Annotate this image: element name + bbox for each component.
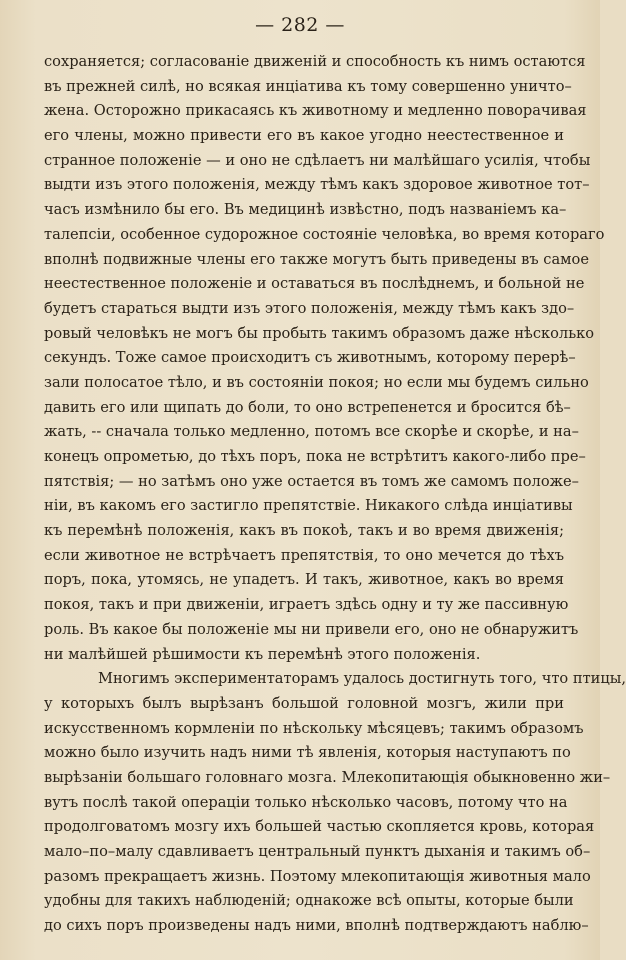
text-line: сохраняется; согласованіе движеній и способность къ нимъ остаются [44,53,586,70]
text-line: неестественное положеніе и оставаться въ послѣднемъ, и больной не [44,275,585,293]
text-line: Многимъ экспериментаторамъ удалось достигнуть того, что птицы, [98,670,626,688]
text-line: жать, -- сначала только медленно, потомъ все скорѣе и скорѣе, и на– [44,423,579,441]
text-line: давить его или щипать до боли, то оно встрепенется и бросится бѣ– [44,398,571,416]
paragraph-2 [44,667,626,939]
text-line: ніи, въ какомъ его застигло препятствіе. Никакого слѣда инціативы [44,497,573,515]
text-line: конецъ опрометью, до тѣхъ поръ, пока не встрѣтитъ какого-либо пре– [44,448,586,465]
text-line: удобны для такихъ наблюденій; однакоже всѣ опыты, которые были [44,892,574,910]
text-line: секундъ. Тоже самое происходитъ съ животнымъ, которому перерѣ– [44,349,576,367]
text-line: покоя, такъ и при движеніи, играетъ здѣсь одну и ту же пассивную [44,596,569,614]
text-line: искусственномъ кормленіи по нѣскольку мѣсяцевъ; такимъ образомъ [44,719,584,737]
paragraph-1 [44,50,605,667]
text-line: роль. Въ какое бы положеніе мы ни привели его, оно не обнаружитъ [44,620,579,638]
text-line: у которыхъ былъ вырѣзанъ большой головной мозгъ, жили при [44,694,564,712]
text-line: къ перемѣнѣ положенія, какъ въ покоѣ, такъ и во время движенія; [44,522,564,540]
text-line: талепсіи, особенное судорожное состояніе человѣка, во время котораго [44,225,605,243]
text-line: выдти изъ этого положенія, между тѣмъ какъ здоровое животное тот– [44,176,590,194]
text-line: разомъ прекращаетъ жизнь. Поэтому млекопитающія животныя мало [44,867,591,885]
text-line: можно было изучить надъ ними тѣ явленія, которыя наступаютъ по [44,744,571,762]
text-line: вполнѣ подвижные члены его также могутъ быть приведены въ самое [44,250,589,268]
text-line: вырѣзаніи большаго головнаго мозга. Млекопитающія обыкновенно жи– [44,768,611,786]
text-line: мало–по–малу сдавливаетъ центральный пунктъ дыханія и такимъ об– [44,843,591,860]
text-line: до сихъ поръ произведены надъ ними, вполнѣ подтверждаютъ наблю– [44,917,589,935]
text-line: будетъ стараться выдти изъ этого положенія, между тѣмъ какъ здо– [44,299,575,317]
text-line: ровый человѣкъ не могъ бы пробыть такимъ образомъ даже нѣсколько [44,324,595,342]
text-line: если животное не встрѣчаетъ препятствія, то оно мечется до тѣхъ [44,546,564,564]
text-line: зали полосатое тѣло, и въ состояніи покоя; но если мы будемъ сильно [44,373,589,391]
text-line: часъ измѣнило бы его. Въ медицинѣ извѣстно, подъ названіемъ ка– [44,201,567,219]
text-line: продолговатомъ мозгу ихъ большей частью скопляется кровь, которая [44,818,595,836]
text-line: странное положеніе — и оно не сдѣлаетъ ни малѣйшаго усилія, чтобы [44,151,591,169]
text-line: его члены, можно привести его въ какое угодно неестественное и [44,127,564,145]
text-line: жена. Осторожно прикасаясь къ животному и медленно поворачивая [44,102,587,120]
text-line: въ прежней силѣ, но всякая инціатива къ тому совершенно уничто– [44,77,572,95]
text-line: ни малѣйшей рѣшимости къ перемѣнѣ этого положенія. [44,645,481,663]
body-text [44,50,626,939]
text-line: вутъ послѣ такой операціи только нѣсколько часовъ, потому что на [44,793,568,811]
text-line: поръ, пока, утомясь, не упадетъ. И такъ, животное, какъ во время [44,571,564,589]
page-number: — 282 — [255,14,345,36]
text-line: пятствія; — но затѣмъ оно уже остается въ томъ же самомъ положе– [44,472,579,490]
